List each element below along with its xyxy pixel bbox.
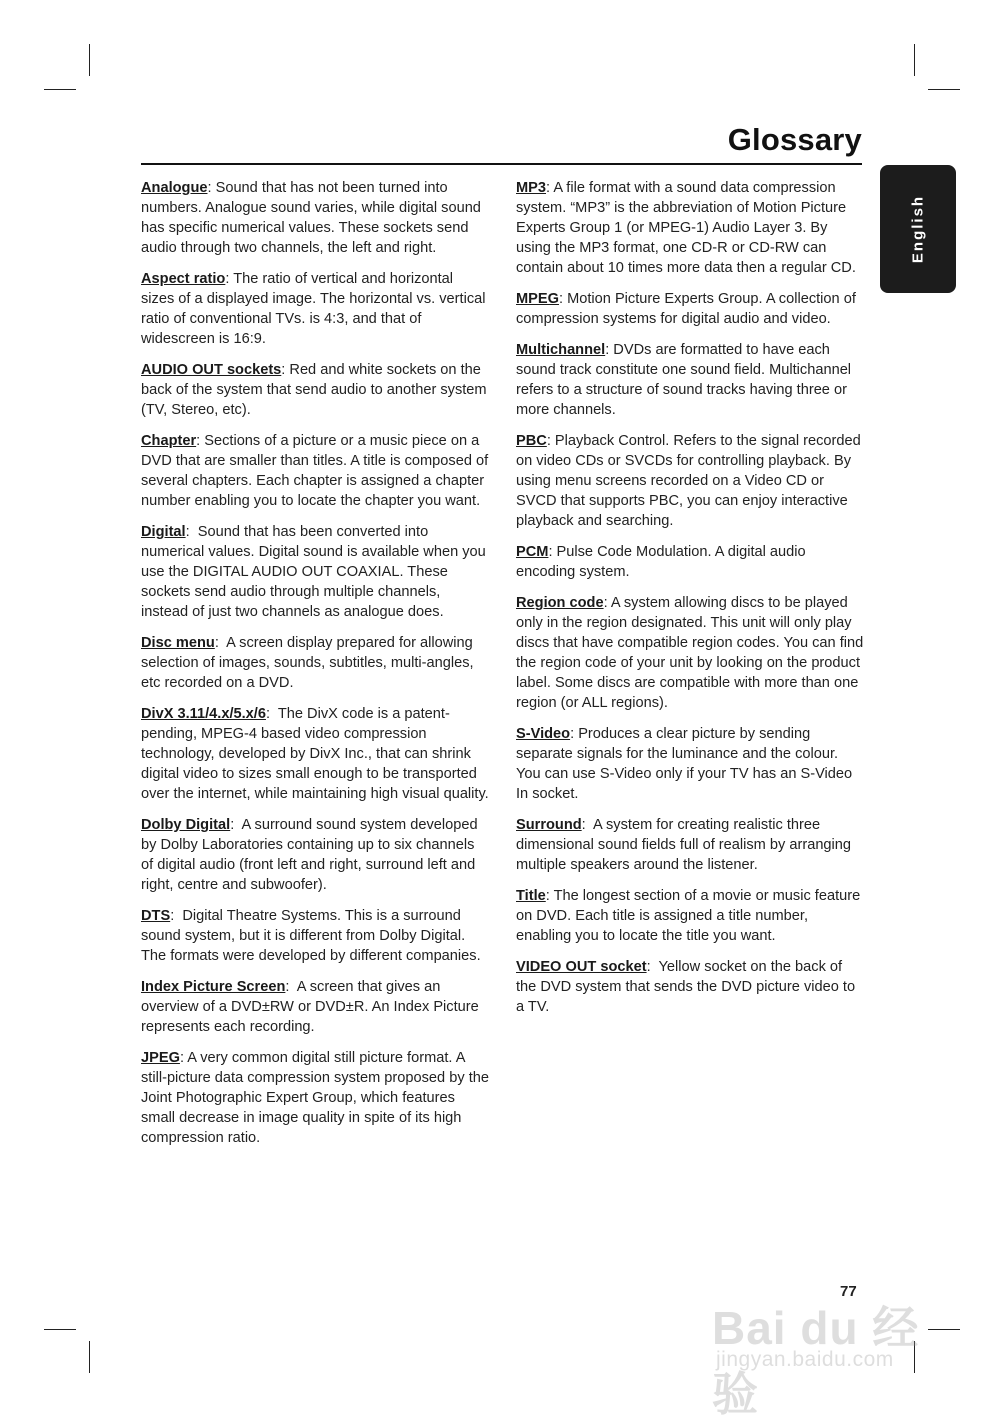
page-number: 77	[840, 1283, 857, 1300]
glossary-entry	[516, 815, 864, 875]
term-separator: :	[546, 180, 554, 196]
term-separator: :	[581, 817, 594, 833]
glossary-term: VIDEO OUT socket	[516, 959, 647, 975]
crop-mark	[89, 44, 90, 76]
glossary-term: JPEG	[141, 1050, 180, 1066]
term-separator: :	[558, 291, 568, 307]
glossary-definition: The ratio of vertical and horizontal sizes of a displayed image. The horizontal vs. vertical ratio of conventional TVs. is 4:3, and that of widescreen is 16:9.	[141, 271, 486, 347]
term-separator: :	[570, 726, 579, 742]
glossary-definition: The DivX code is a patent-pending, MPEG-4 based video compression technology, developed by DivX Inc., that can shrink digital video to sizes small enough to be transported over the internet, while maintaining high visual quality.	[141, 706, 489, 802]
glossary-entry	[516, 178, 864, 278]
glossary-definition: A very common digital still picture format. A still-picture data compression system proposed by the Joint Photographic Expert Group, which features small decrease in image quality in spite of its high compression ratio.	[141, 1050, 489, 1146]
term-separator: :	[603, 595, 611, 611]
glossary-definition: Sound that has been converted into numerical values. Digital sound is available when you use the DIGITAL AUDIO OUT COAXIAL. These sockets send audio through multiple channels, instead of just two channels as analogue does.	[141, 524, 486, 620]
crop-mark	[89, 1341, 90, 1373]
term-separator: :	[281, 362, 290, 378]
term-separator: :	[214, 635, 227, 651]
title-rule	[141, 163, 862, 165]
glossary-definition: A system allowing discs to be played only in the region designated. This unit will only play discs that have compatible region codes. You can find the region code of your unit by looking on the product label. Some discs are compatible with more than one region (or ALL regions).	[516, 595, 864, 711]
glossary-definition: Red and white sockets on the back of the system that send audio to another system (TV, Stereo, etc).	[141, 362, 487, 418]
glossary-term: Title	[516, 888, 546, 904]
glossary-definition: A system for creating realistic three dimensional sound fields full of realism by arranging multiple speakers around the listener.	[516, 817, 852, 873]
glossary-entry	[141, 1048, 489, 1148]
watermark-brand: Bai du 经验	[712, 1302, 920, 1420]
crop-mark	[914, 44, 915, 76]
glossary-column-right	[516, 178, 864, 1028]
glossary-definition: A file format with a sound data compression system. “MP3” is the abbreviation of Motion Picture Experts Group 1 (or MPEG-1) Audio Layer 3. By using the MP3 format, one CD-R or CD-RW can contain about 10 times more data then a regular CD.	[516, 180, 856, 276]
glossary-entry	[141, 269, 489, 349]
glossary-definition: Pulse Code Modulation. A digital audio encoding system.	[516, 544, 806, 580]
glossary-term: Region code	[516, 595, 604, 611]
language-tab-label: English	[909, 194, 927, 264]
glossary-entry	[516, 289, 864, 329]
term-separator: :	[265, 706, 278, 722]
glossary-definition: A screen display prepared for allowing selection of images, sounds, subtitles, multi-angles, etc recorded on a DVD.	[141, 635, 474, 691]
glossary-term: Dolby Digital	[141, 817, 231, 833]
glossary-entry	[141, 522, 489, 622]
page-title: Glossary	[727, 122, 862, 157]
language-tab	[880, 165, 956, 293]
term-separator: :	[207, 180, 216, 196]
glossary-entry	[141, 815, 489, 895]
glossary-entry	[516, 542, 864, 582]
term-separator: :	[185, 524, 198, 540]
glossary-term: Disc menu	[141, 635, 215, 651]
glossary-term: Analogue	[141, 180, 208, 196]
glossary-entry	[516, 957, 864, 1017]
glossary-term: PBC	[516, 433, 547, 449]
glossary-entry	[141, 704, 489, 804]
glossary-term: DTS	[141, 908, 171, 924]
glossary-term: MP3	[516, 180, 547, 196]
watermark-url: jingyan.baidu.com	[716, 1348, 894, 1371]
term-separator: :	[230, 817, 242, 833]
term-separator: :	[548, 544, 557, 560]
glossary-term: Chapter	[141, 433, 197, 449]
glossary-entry	[516, 886, 864, 946]
glossary-definition: Sections of a picture or a music piece on a DVD that are smaller than titles. A title is composed of several chapters. Each chapter is assigned a chapter number enabling you to locate the chapter you want.	[141, 433, 489, 509]
glossary-term: Digital	[141, 524, 186, 540]
glossary-term: S-Video	[516, 726, 571, 742]
glossary-term: Multichannel	[516, 342, 606, 358]
glossary-term: AUDIO OUT sockets	[141, 362, 282, 378]
glossary-entry	[141, 360, 489, 420]
term-separator: :	[285, 979, 297, 995]
crop-mark	[44, 1329, 76, 1330]
glossary-definition: DVDs are formatted to have each sound track constitute one sound field. Multichannel refers to a structure of sound tracks having three or more channels.	[516, 342, 852, 418]
term-separator: :	[196, 433, 205, 449]
term-separator: :	[545, 888, 554, 904]
glossary-definition: Motion Picture Experts Group. A collection of compression systems for digital audio and video.	[516, 291, 856, 327]
glossary-entry	[141, 431, 489, 511]
glossary-term: Aspect ratio	[141, 271, 226, 287]
glossary-column-left	[141, 178, 489, 1159]
glossary-entry	[516, 724, 864, 804]
glossary-definition: A surround sound system developed by Dolby Laboratories containing up to six channels of digital audio (front left and right, surround left and right, centre and subwoofer).	[141, 817, 478, 893]
glossary-entry	[141, 977, 489, 1037]
glossary-entry	[516, 593, 864, 713]
term-separator: :	[546, 433, 555, 449]
glossary-definition: Playback Control. Refers to the signal recorded on video CDs or SVCDs for controlling playback. By using menu screens recorded on a Video CD or SVCD that supports PBC, you can enjoy interactive playback and searching.	[516, 433, 861, 529]
glossary-definition: Yellow socket on the back of the DVD system that sends the DVD picture video to a TV.	[516, 959, 856, 1015]
term-separator: :	[225, 271, 234, 287]
glossary-entry	[516, 340, 864, 420]
glossary-term: MPEG	[516, 291, 559, 307]
crop-mark	[928, 89, 960, 90]
glossary-definition: Sound that has not been turned into numbers. Analogue sound varies, while digital sound has specific numerical values. These sockets send audio through two channels, the left and right.	[141, 180, 481, 256]
glossary-term: DivX 3.11/4.x/5.x/6	[141, 706, 266, 722]
term-separator: :	[179, 1050, 188, 1066]
glossary-definition: A screen that gives an overview of a DVD±RW or DVD±R. An Index Picture represents each recording.	[141, 979, 479, 1035]
crop-mark	[44, 89, 76, 90]
watermark	[712, 1270, 952, 1420]
term-separator: :	[170, 908, 183, 924]
glossary-entry	[141, 906, 489, 966]
term-separator: :	[646, 959, 659, 975]
glossary-definition: Produces a clear picture by sending separate signals for the luminance and the colour. You can use S-Video only if your TV has an S-Video In socket.	[516, 726, 853, 802]
term-separator: :	[605, 342, 614, 358]
glossary-term: PCM	[516, 544, 549, 560]
glossary-term: Surround	[516, 817, 582, 833]
glossary-term: Index Picture Screen	[141, 979, 286, 995]
glossary-entry	[141, 633, 489, 693]
glossary-definition: The longest section of a movie or music feature on DVD. Each title is assigned a title number, enabling you to locate the title you want.	[516, 888, 861, 944]
glossary-entry	[141, 178, 489, 258]
glossary-entry	[516, 431, 864, 531]
glossary-definition: Digital Theatre Systems. This is a surround sound system, but it is different from Dolby Digital. The formats were developed by different companies.	[141, 908, 481, 964]
